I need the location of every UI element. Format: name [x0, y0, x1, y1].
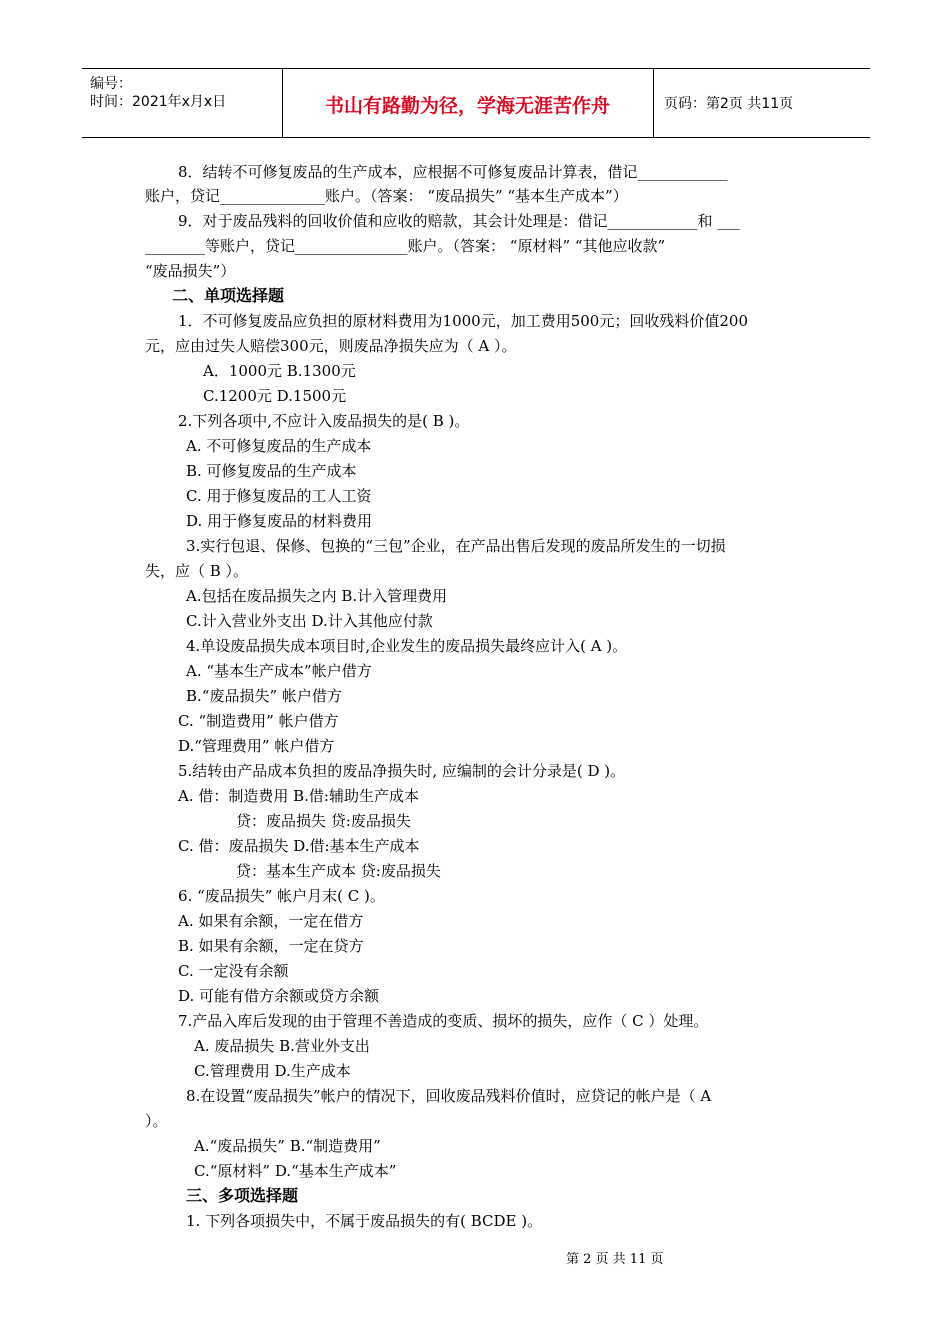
page-info: 页码：第2页 共11页: [664, 96, 794, 112]
option-line: A. 如果有余额，一定在借方: [178, 912, 364, 930]
option-line: C. “制造费用” 帐户借方: [178, 712, 339, 730]
question-line: ________等账户，贷记_______________账户。（答案： “原材料” “其他应收款”: [145, 237, 666, 255]
option-line: 贷：废品损失 贷:废品损失: [236, 812, 411, 830]
question-line: 2.下列各项中,不应计入废品损失的是( B )。: [178, 412, 470, 430]
option-line: C. 一定没有余额: [178, 962, 289, 980]
question-line: 1．不可修复废品应负担的原材料费用为1000元，加工费用500元；回收残料价值200: [178, 312, 748, 330]
option-line: D. 可能有借方余额或贷方余额: [178, 987, 380, 1005]
option-line: B. 可修复废品的生产成本: [186, 462, 357, 480]
question-line: 元，应由过失人赔偿300元，则废品净损失应为（ A ）。: [145, 337, 517, 355]
option-line: C.1200元 D.1500元: [203, 387, 347, 405]
question-line: “废品损失”）: [145, 262, 236, 280]
question-line: 4.单设废品损失成本项目时,企业发生的废品损失最终应计入( A )。: [186, 637, 628, 655]
page-header: [82, 68, 870, 138]
header-motto-cell: [282, 69, 654, 137]
question-line: ）。: [145, 1112, 168, 1130]
option-line: B. 如果有余额，一定在贷方: [178, 937, 364, 955]
option-line: 贷：基本生产成本 贷:废品损失: [236, 862, 441, 880]
question-line: 账户，贷记______________账户。（答案： “废品损失” “基本生产成本”）: [145, 187, 628, 205]
question-line: 6. “废品损失” 帐户月末( C )。: [178, 887, 385, 905]
option-line: A．1000元 B.1300元: [203, 362, 356, 380]
option-line: C. 用于修复废品的工人工资: [186, 487, 372, 505]
question-line: 1. 下列各项损失中，不属于废品损失的有( BCDE )。: [186, 1212, 543, 1230]
option-line: B.“废品损失” 帐户借方: [186, 687, 342, 705]
header-meta-cell: [82, 69, 283, 137]
question-line: 8．结转不可修复废品的生产成本，应根据不可修复废品计算表，借记____________: [178, 163, 728, 181]
option-line: C.“原材料” D.“基本生产成本”: [194, 1162, 397, 1180]
page-footer: 第 2 页 共 11 页: [566, 1252, 664, 1267]
number-label: 编号：: [90, 76, 132, 92]
option-line: A. “基本生产成本”帐户借方: [186, 662, 372, 680]
time-label: 时间：2021年x月x日: [90, 94, 227, 110]
option-line: A. 废品损失 B.营业外支出: [194, 1037, 370, 1055]
question-line: 失，应（ B ）。: [145, 562, 249, 580]
section-heading: 三、多项选择题: [186, 1186, 299, 1205]
option-line: C.管理费用 D.生产成本: [194, 1062, 351, 1080]
option-line: A. 借：制造费用 B.借:辅助生产成本: [178, 787, 419, 805]
option-line: A. 不可修复废品的生产成本: [186, 437, 372, 455]
motto: 书山有路勤为径，学海无涯苦作舟: [324, 95, 610, 117]
question-line: 7.产品入库后发现的由于管理不善造成的变质、损坏的损失，应作（ C ）处理。: [178, 1012, 709, 1030]
option-line: D. 用于修复废品的材料费用: [186, 512, 373, 530]
question-line: 3.实行包退、保修、包换的“三包”企业，在产品出售后发现的废品所发生的一切损: [186, 537, 726, 555]
question-line: 5.结转由产品成本负担的废品净损失时, 应编制的会计分录是( D )。: [178, 762, 626, 780]
option-line: C. 借：废品损失 D.借:基本生产成本: [178, 837, 420, 855]
option-line: A.“废品损失” B.“制造费用”: [194, 1137, 381, 1155]
option-line: C.计入营业外支出 D.计入其他应付款: [186, 612, 433, 630]
section-heading: 二、单项选择题: [172, 286, 285, 305]
question-line: 9．对于废品残料的回收价值和应收的赔款，其会计处理是：借记____________和 ___: [178, 212, 740, 230]
option-line: A.包括在废品损失之内 B.计入管理费用: [186, 587, 448, 605]
question-line: 8.在设置“废品损失”帐户的情况下，回收废品残料价值时，应贷记的帐户是（ A: [186, 1087, 712, 1105]
option-line: D.“管理费用” 帐户借方: [178, 737, 335, 755]
header-page-cell: [654, 69, 870, 137]
